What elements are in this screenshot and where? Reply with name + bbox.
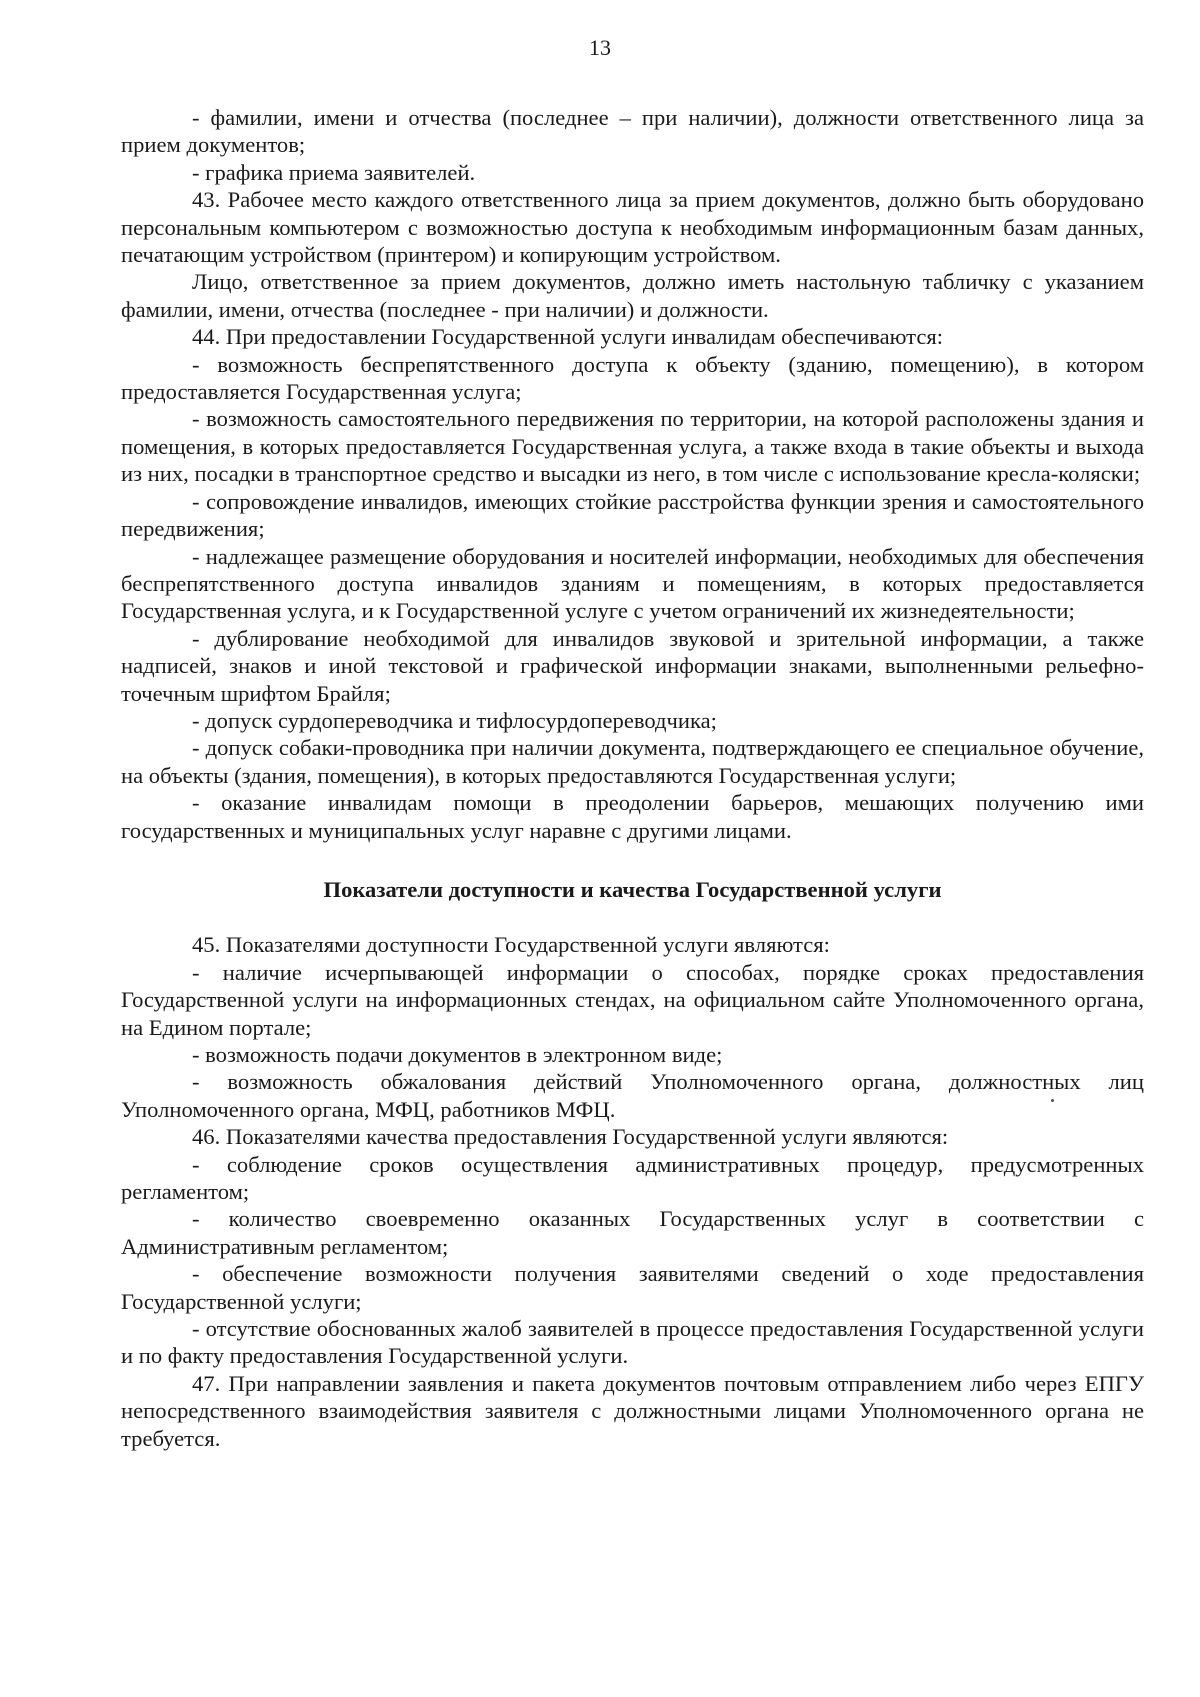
paragraph: - возможность подачи документов в электронном виде; <box>192 1042 723 1067</box>
paragraph: - наличие исчерпывающей информации о способах, порядке сроках предоставления Государственной услуги на информационных стендах, на официальном сайте Уполномоченного органа, на Едином портале; <box>121 959 1144 1040</box>
paragraph: - допуск сурдопереводчика и тифлосурдопереводчика; <box>192 707 717 733</box>
document-body <box>121 104 1144 1452</box>
page-number: 13 <box>589 35 611 60</box>
paragraph: - сопровождение инвалидов, имеющих стойкие расстройства функции зрения и самостоятельного передвижения; <box>121 488 1144 542</box>
paragraphs-before <box>121 104 1144 844</box>
paragraph: - допуск собаки-проводника при наличии документа, подтверждающего ее специальное обучение, на объекты (здания, помещения), в которых предоставляются Государственная услуги; <box>121 735 1144 788</box>
paragraph: - отсутствие обоснованных жалоб заявителей в процессе предоставления Государственной услуги и по факту предоставления Государственной услуги. <box>121 1316 1144 1369</box>
paragraph: 43. Рабочее место каждого ответственного лица за прием документов, должно быть оборудовано персональным компьютером с возможностью доступа к необходимым информационным базам данных, печатающим устройством (принтером) и копирующим устройством. <box>121 187 1144 268</box>
paragraph: - количество своевременно оказанных Государственных услуг в соответствии с Административным регламентом; <box>121 1206 1144 1259</box>
paragraph: - возможность беспрепятственного доступа к объекту (зданию, помещению), в котором предоставляется Государственная услуга; <box>121 351 1144 405</box>
paragraph: - обеспечение возможности получения заявителями сведений о ходе предоставления Государственной услуги; <box>121 1261 1144 1314</box>
paragraphs-after <box>121 931 1144 1452</box>
paragraph: - оказание инвалидам помощи в преодолении барьеров, мешающих получению ими государственных и муниципальных услуг наравне с другими лицами. <box>121 790 1144 843</box>
paragraph: 46. Показателями качества предоставления Государственной услуги являются: <box>192 1124 949 1150</box>
paragraph: 45. Показателями доступности Государственной услуги являются: <box>192 932 830 958</box>
paragraph: - возможность самостоятельного передвижения по территории, на которой расположены здания и помещения, в которых предоставляется Государственная услуга, а также входа в такие объекты и выхода из них, посадки в транспортное средство и высадки из него, в том числе с использование кресла-коляски; <box>121 406 1144 487</box>
paragraph: 47. При направлении заявления и пакета документов почтовым отправлением либо через ЕПГУ непосредственного взаимодействия заявителя с должностными лицами Уполномоченного органа не требуется. <box>121 1370 1144 1451</box>
paragraph: 44. При предоставлении Государственной услуги инвалидам обеспечиваются: <box>192 324 944 350</box>
paragraph: - соблюдение сроков осуществления административных процедур, предусмотренных регламентом; <box>121 1151 1144 1205</box>
section-heading: Показатели доступности и качества Государственной услуги <box>323 876 942 902</box>
paragraph: - фамилии, имени и отчества (последнее – при наличии), должности ответственного лица за прием документов; <box>121 105 1144 158</box>
scan-speck <box>1051 1099 1054 1102</box>
paragraph: - графика приема заявителей. <box>192 159 476 185</box>
paragraph: - дублирование необходимой для инвалидов звуковой и зрительной информации, а также надписей, знаков и иной текстовой и графической информации знаками, выполненными рельефно-точечным шрифтом Брайля; <box>121 625 1144 706</box>
paragraph: - надлежащее размещение оборудования и носителей информации, необходимых для обеспечения беспрепятственного доступа инвалидов зданиям и помещениям, в которых предоставляется Государственная услуга, и к Государственной услуге с учетом ограничений их жизнедеятельности; <box>121 543 1144 624</box>
paragraph: - возможность обжалования действий Уполномоченного органа, должностных лиц Уполномоченного органа, МФЦ, работников МФЦ. <box>121 1069 1144 1122</box>
paragraph: Лицо, ответственное за прием документов, должно иметь настольную табличку с указанием фамилии, имени, отчества (последнее - при наличии) и должности. <box>121 269 1144 322</box>
